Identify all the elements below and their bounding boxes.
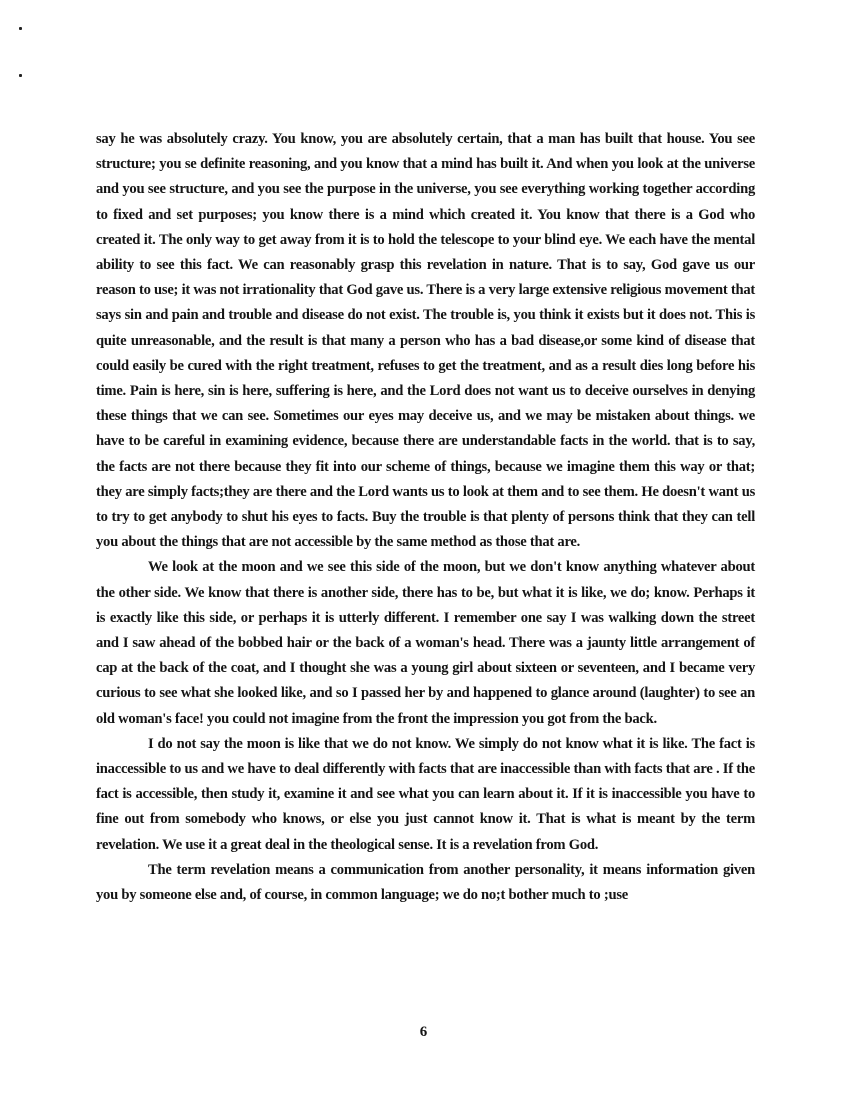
scan-speck: [19, 74, 22, 77]
scan-speck: [19, 27, 22, 30]
paragraph-1: say he was absolutely crazy. You know, you are absolutely certain, that a man has built that house. You see structure; you se definite reasoning, and you know that a mind has built it. And when you look at the universe and you see structure, and you see the purpose in the universe, you see everything working together according to fixed and set purposes; you know there is a mind which created it. You know that there is a God who created it. The only way to get away from it is to hold the telescope to your blind eye. We each have the mental ability to see this fact. We can reasonably grasp this revelation in nature. That is to say, God gave us our reason to use; it was not irrationality that God gave us. There is a very large extensive religious movement that says sin and pain and trouble and disease do not exist. The trouble is, you think it exists but it does not. This is quite unreasonable, and the result is that many a person who has a bad disease,or some kind of disease that could easily be cured with the right treatment, refuses to get the treatment, and as a result dies long before his time. Pain is here, sin is here, suffering is here, and the Lord does not want us to deceive ourselves in denying these things that we can see. Sometimes our eyes may deceive us, and we may be mistaken about things. we have to be careful in examining evidence, because there are understandable facts in the world. that is to say, the facts are not there because they fit into our scheme of things, because we imagine them this way or that; they are simply facts;they are there and the Lord wants us to look at them and to see them. He doesn't want us to try to get anybody to shut his eyes to facts. Buy the trouble is that plenty of persons think that they can tell you about the things that are not accessible by the same method as those that are.: [96, 131, 755, 551]
document-body: [96, 127, 755, 908]
page-number: 6: [419, 1024, 428, 1040]
paragraph-3: I do not say the moon is like that we do not know. We simply do not know what it is like. The fact is inaccessible to us and we have to deal differently with facts that are inaccessible than with facts that are . If the fact is accessible, then study it, examine it and see what you can learn about it. If it is inaccessible you have to fine out from somebody who knows, or else you just cannot know it. That is what is meant by the term revelation. We use it a great deal in the theological sense. It is a revelation from God.: [96, 735, 755, 853]
paragraph-2: We look at the moon and we see this side of the moon, but we don't know anything whatever about the other side. We know that there is another side, there has to be, but what it is like, we do; know. Perhaps it is exactly like this side, or perhaps it is utterly different. I remember one say I was walking down the street and I saw ahead of the bobbed hair or the back of a woman's head. There was a jaunty little arrangement of cap at the back of the coat, and I thought she was a young girl about sixteen or seventeen, and I became very curious to see what she looked like, and so I passed her by and happened to glance around (laughter) to see an old woman's face! you could not imagine from the front the impression you got from the back.: [96, 559, 755, 727]
paragraph-4: The term revelation means a communication from another personality, it means information given you by someone else and, of course, in common language; we do no;t bother much to ;use: [96, 861, 755, 904]
